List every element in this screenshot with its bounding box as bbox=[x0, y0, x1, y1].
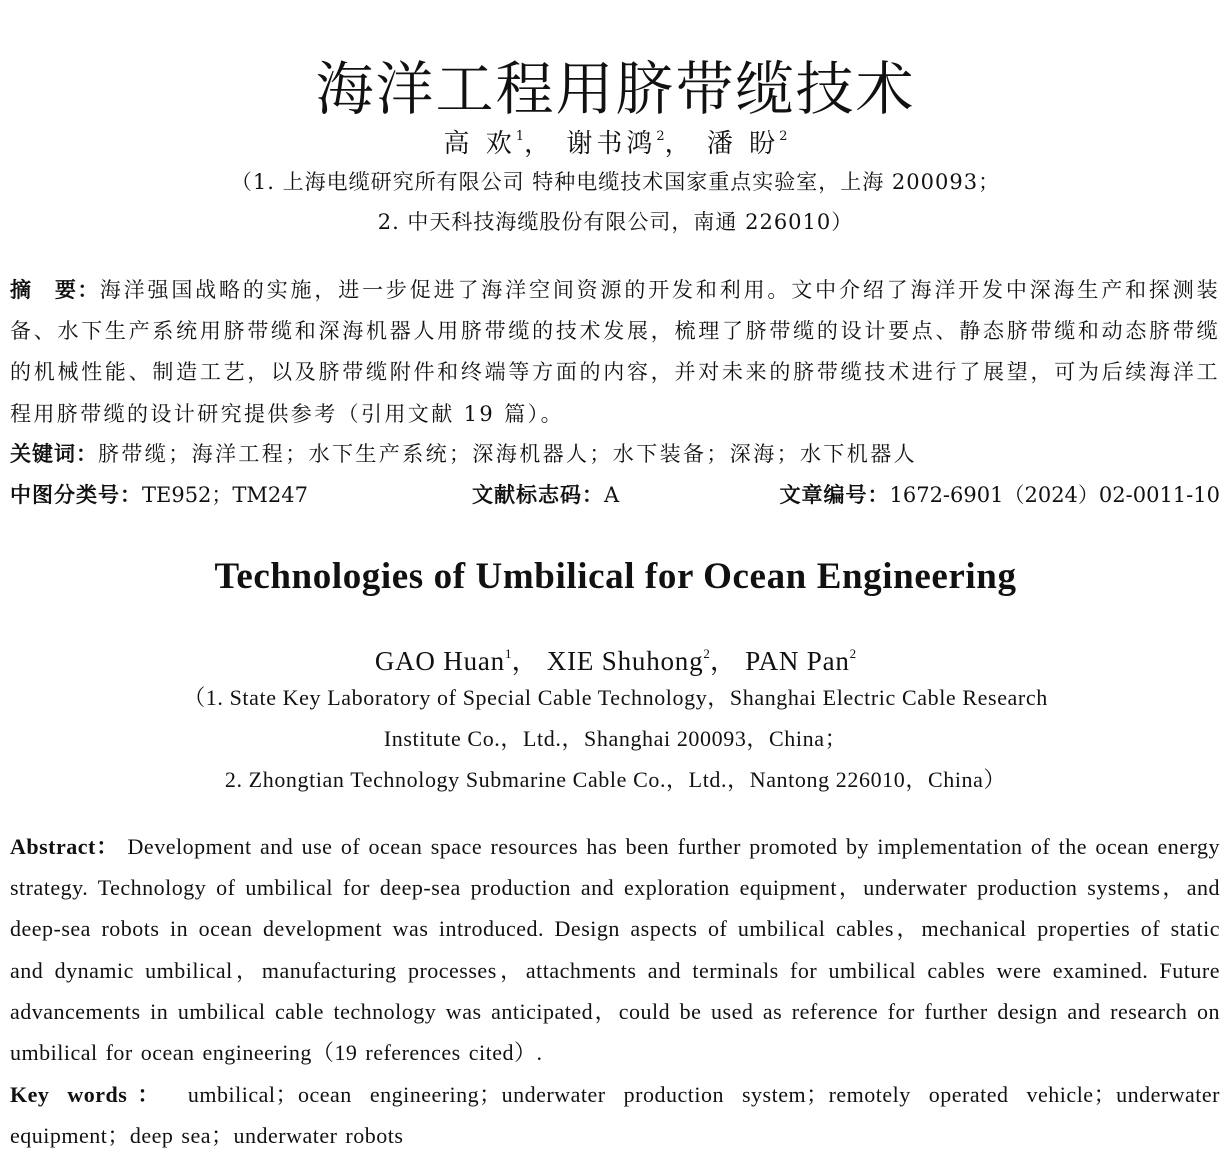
document-code-label: 文献标志码： bbox=[472, 483, 604, 507]
chinese-affiliation-line-1: （1. 上海电缆研究所有限公司 特种电缆技术国家重点实验室，上海 200093； bbox=[230, 170, 1001, 194]
author-separator: ， bbox=[709, 646, 738, 676]
author-separator: ， bbox=[524, 129, 555, 159]
english-abstract-text: Development and use of ocean space resources has been further promoted by implementation of the ocean energy strategy. Technology of umbilical for deep-sea production and exploration equipment，underwater production systems，and deep-sea robots in ocean development was introduced. Design aspects of umbilical cables，mechanical properties of static and dynamic umbilical，manufacturing processes，attachments and terminals for umbilical cables were examined. Future advancements in umbilical cable technology was anticipated，could be used as reference for further design and research on umbilical for ocean engineering（19 references cited）. bbox=[10, 834, 1220, 1066]
chinese-keywords bbox=[10, 436, 1220, 472]
author-name: 高 欢 bbox=[443, 129, 516, 159]
english-keywords-text: umbilical；ocean engineering；underwater production system；remotely operated vehicle；underwater equipment；deep sea；underwater robots bbox=[10, 1082, 1221, 1149]
clc-number bbox=[10, 476, 308, 514]
author-affiliation-mark: 1 bbox=[515, 129, 525, 144]
english-abstract bbox=[10, 826, 1220, 1073]
author-affiliation-mark: 2 bbox=[849, 646, 857, 661]
chinese-abstract-label: 摘 要： bbox=[10, 278, 100, 302]
article-number bbox=[779, 476, 1220, 514]
author-affiliation-mark: 2 bbox=[656, 129, 665, 144]
article-number-value: 1672-6901（2024）02-0011-10 bbox=[889, 483, 1220, 507]
chinese-keywords-label: 关键词： bbox=[10, 442, 98, 466]
english-title: Technologies of Umbilical for Ocean Engineering bbox=[214, 556, 1017, 597]
clc-label: 中图分类号： bbox=[10, 483, 142, 507]
chinese-affiliation-line-2: 2. 中天科技海缆股份有限公司，南通 226010） bbox=[377, 210, 854, 234]
author-separator: ， bbox=[664, 129, 695, 159]
document-code-value: A bbox=[604, 483, 620, 507]
english-affiliation-line-3: 2. Zhongtian Technology Submarine Cable Co.，Ltd.，Nantong 226010，China） bbox=[224, 767, 1007, 792]
author-separator: ， bbox=[511, 646, 540, 676]
english-keywords bbox=[10, 1074, 1220, 1156]
author-affiliation-mark: 2 bbox=[779, 129, 788, 144]
english-keywords-label: Key words： bbox=[10, 1082, 170, 1107]
english-affiliation-line-2: Institute Co.，Ltd.，Shanghai 200093，China； bbox=[383, 726, 848, 751]
english-abstract-label: Abstract： bbox=[10, 834, 120, 859]
document-code bbox=[472, 476, 619, 514]
clc-value: TE952；TM247 bbox=[142, 483, 309, 507]
english-affiliation-line-1: （1. State Key Laboratory of Special Cable Technology，Shanghai Electric Cable Research bbox=[183, 685, 1048, 710]
chinese-title: 海洋工程用脐带缆技术 bbox=[315, 54, 916, 123]
author-affiliation-mark: 2 bbox=[703, 646, 710, 661]
article-number-label: 文章编号： bbox=[779, 483, 890, 507]
author-name: PAN Pan bbox=[745, 646, 850, 676]
author-affiliation-mark: 1 bbox=[504, 646, 512, 661]
english-author-list bbox=[0, 636, 1231, 679]
author-name: XIE Shuhong bbox=[546, 646, 704, 676]
author-name: 潘 盼 bbox=[706, 129, 780, 159]
classification-row bbox=[10, 476, 1220, 514]
chinese-abstract-text: 海洋强国战略的实施，进一步促进了海洋空间资源的开发和利用。文中介绍了海洋开发中深海生产和探测装备、水下生产系统用脐带缆和深海机器人用脐带缆的技术发展，梳理了脐带缆的设计要点、静态脐带缆和动态脐带缆的机械性能、制造工艺，以及脐带缆附件和终端等方面的内容，并对未来的脐带缆技术进行了展望，可为后续海洋工程用脐带缆的设计研究提供参考（引用文献 19 篇）。 bbox=[10, 278, 1221, 426]
chinese-abstract bbox=[10, 270, 1220, 435]
author-name: 谢书鸿 bbox=[566, 129, 657, 159]
chinese-keywords-text: 脐带缆；海洋工程；水下生产系统；深海机器人；水下装备；深海；水下机器人 bbox=[98, 442, 917, 466]
author-name: GAO Huan bbox=[374, 646, 505, 676]
chinese-author-list bbox=[0, 120, 1231, 161]
